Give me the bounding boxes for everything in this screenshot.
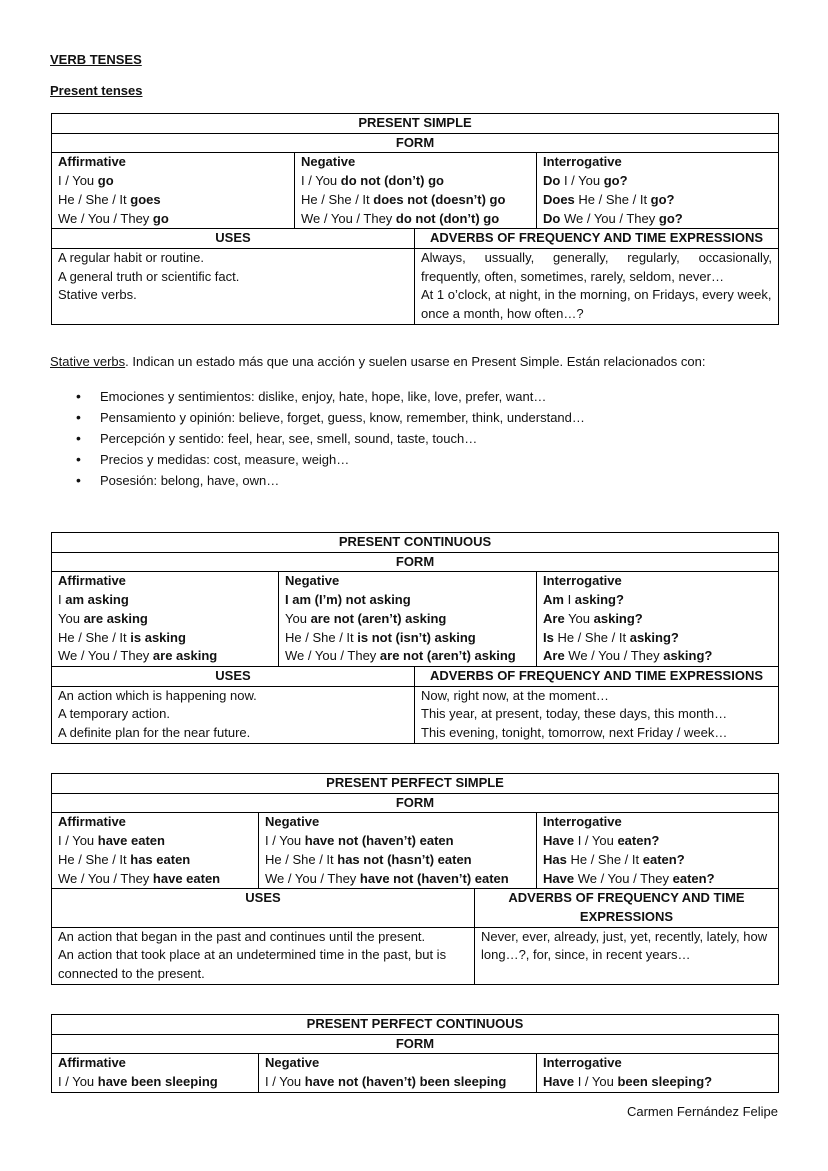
form-line: He / She / It has eaten [58, 851, 191, 867]
use-line: An action that began in the past and continues until the present. [58, 928, 426, 944]
form-line: Have We / You / They eaten? [543, 870, 715, 886]
list-item: • Pensamiento y opinión: believe, forget, guess, know, remember, think, understand… [50, 407, 585, 428]
use-line: A definite plan for the near future. [58, 725, 251, 741]
form-line: He / She / It goes [58, 191, 161, 207]
list-item: • Emociones y sentimientos: dislike, enjoy, hate, hope, like, love, prefer, want… [50, 386, 585, 407]
form-line: We / You / They have not (haven’t) eaten [265, 870, 509, 886]
form-label: FORM [52, 552, 779, 572]
interrogative-cell [537, 153, 779, 229]
stative-paragraph [50, 354, 705, 369]
negative-cell [279, 572, 537, 667]
form-column-title: Interrogative [543, 814, 622, 830]
adverbs-label: ADVERBS OF FREQUENCY AND TIME EXPRESSIONS [475, 889, 779, 927]
form-line: Do We / You / They go? [543, 210, 683, 226]
form-line: We / You / They have eaten [58, 870, 221, 886]
use-line: A general truth or scientific fact. [58, 268, 240, 284]
table-header: PRESENT PERFECT CONTINUOUS [52, 1015, 779, 1035]
form-line: Am I asking? [543, 592, 624, 608]
use-line: A regular habit or routine. [58, 249, 204, 265]
affirmative-cell [52, 1054, 259, 1092]
stative-list [50, 386, 585, 491]
form-line: Do I / You go? [543, 173, 628, 189]
form-line: You are not (aren’t) asking [285, 610, 447, 626]
use-line: A temporary action. [58, 706, 170, 722]
uses-cell [52, 686, 415, 743]
form-line: Does He / She / It go? [543, 191, 675, 207]
form-column-title: Negative [265, 1055, 320, 1071]
form-column-title: Affirmative [58, 154, 126, 170]
adverbs-cell [415, 248, 779, 324]
adverbs-text: At 1 o’clock, at night, in the morning, on Fridays, every week, once a month, how often…? [421, 287, 772, 322]
form-line: I am (I’m) not asking [285, 592, 411, 608]
negative-cell [259, 1054, 537, 1092]
form-line: I / You have not (haven’t) been sleeping [265, 1074, 507, 1090]
form-column-title: Affirmative [58, 814, 126, 830]
doc-title: VERB TENSES [50, 52, 142, 67]
table-header: PRESENT SIMPLE [52, 114, 779, 134]
uses-cell [52, 927, 475, 984]
form-column-title: Interrogative [543, 154, 622, 170]
uses-cell [52, 248, 415, 324]
affirmative-cell [52, 153, 295, 229]
form-line: He / She / It has not (hasn’t) eaten [265, 851, 472, 867]
uses-label: USES [52, 889, 475, 927]
interrogative-cell [537, 1054, 779, 1092]
form-line: We / You / They do not (don’t) go [301, 210, 500, 226]
use-line: An action which is happening now. [58, 687, 257, 703]
present-continuous-table [51, 532, 779, 744]
negative-cell [259, 813, 537, 889]
adverbs-label: ADVERBS OF FREQUENCY AND TIME EXPRESSIONS [415, 229, 779, 249]
form-line: He / She / It is not (isn’t) asking [285, 629, 476, 645]
list-item: • Percepción y sentido: feel, hear, see, smell, sound, taste, touch… [50, 428, 585, 449]
adverbs-cell [475, 927, 779, 984]
adverbs-label: ADVERBS OF FREQUENCY AND TIME EXPRESSIONS [415, 666, 779, 686]
form-label: FORM [52, 1034, 779, 1054]
affirmative-cell [52, 813, 259, 889]
table-header: PRESENT PERFECT SIMPLE [52, 774, 779, 794]
form-line: He / She / It is asking [58, 629, 186, 645]
affirmative-cell [52, 572, 279, 667]
negative-cell [295, 153, 537, 229]
form-line: I / You have eaten [58, 833, 165, 849]
form-line: Has He / She / It eaten? [543, 851, 685, 867]
form-line: Have I / You eaten? [543, 833, 660, 849]
interrogative-cell [537, 572, 779, 667]
present-perfect-continuous-table [51, 1014, 779, 1093]
form-line: I / You have been sleeping [58, 1074, 218, 1090]
form-column-title: Negative [301, 154, 356, 170]
list-item: • Precios y medidas: cost, measure, weigh… [50, 449, 585, 470]
form-line: We / You / They go [58, 210, 169, 226]
form-line: Have I / You been sleeping? [543, 1074, 713, 1090]
form-line: Are We / You / They asking? [543, 648, 713, 664]
table-header: PRESENT CONTINUOUS [52, 533, 779, 553]
form-line: I am asking [58, 592, 129, 608]
present-perfect-simple-table [51, 773, 779, 985]
adverbs-line: This evening, tonight, tomorrow, next Friday / week… [421, 725, 728, 741]
form-line: Are You asking? [543, 610, 643, 626]
form-line: Is He / She / It asking? [543, 629, 679, 645]
stative-label: Stative verbs [50, 354, 126, 369]
present-simple-table [51, 113, 779, 325]
adverbs-text: Never, ever, already, just, yet, recently, lately, how long…?, for, since, in recent years… [481, 928, 768, 963]
form-column-title: Affirmative [58, 1055, 126, 1071]
interrogative-cell [537, 813, 779, 889]
use-line: An action that took place at an undetermined time in the past, but is connected to the present. [58, 947, 447, 982]
form-column-title: Affirmative [58, 573, 126, 589]
list-item: • Posesión: belong, have, own… [50, 470, 585, 491]
form-column-title: Negative [285, 573, 340, 589]
form-line: You are asking [58, 610, 148, 626]
section-title: Present tenses [50, 83, 143, 98]
stative-text: . Indican un estado más que una acción y suelen usarse en Present Simple. Están relacionados con: [125, 354, 706, 369]
author-footer: Carmen Fernández Felipe [626, 1104, 778, 1119]
form-column-title: Negative [265, 814, 320, 830]
adverbs-cell [415, 686, 779, 743]
uses-label: USES [52, 666, 415, 686]
form-line: We / You / They are asking [58, 648, 218, 664]
form-line: I / You go [58, 173, 114, 189]
use-line: Stative verbs. [58, 287, 137, 303]
form-line: He / She / It does not (doesn’t) go [301, 191, 506, 207]
uses-label: USES [52, 229, 415, 249]
form-line: I / You do not (don’t) go [301, 173, 444, 189]
form-label: FORM [52, 133, 779, 153]
form-column-title: Interrogative [543, 1055, 622, 1071]
form-label: FORM [52, 793, 779, 813]
form-column-title: Interrogative [543, 573, 622, 589]
adverbs-line: This year, at present, today, these days, this month… [421, 706, 728, 722]
adverbs-line: Now, right now, at the moment… [421, 687, 609, 703]
form-line: We / You / They are not (aren’t) asking [285, 648, 516, 664]
form-line: I / You have not (haven’t) eaten [265, 833, 454, 849]
adverbs-text: Always, ussually, generally, regularly, occasionally, frequently, often, sometimes, rarely, seldom, never… [421, 249, 773, 284]
